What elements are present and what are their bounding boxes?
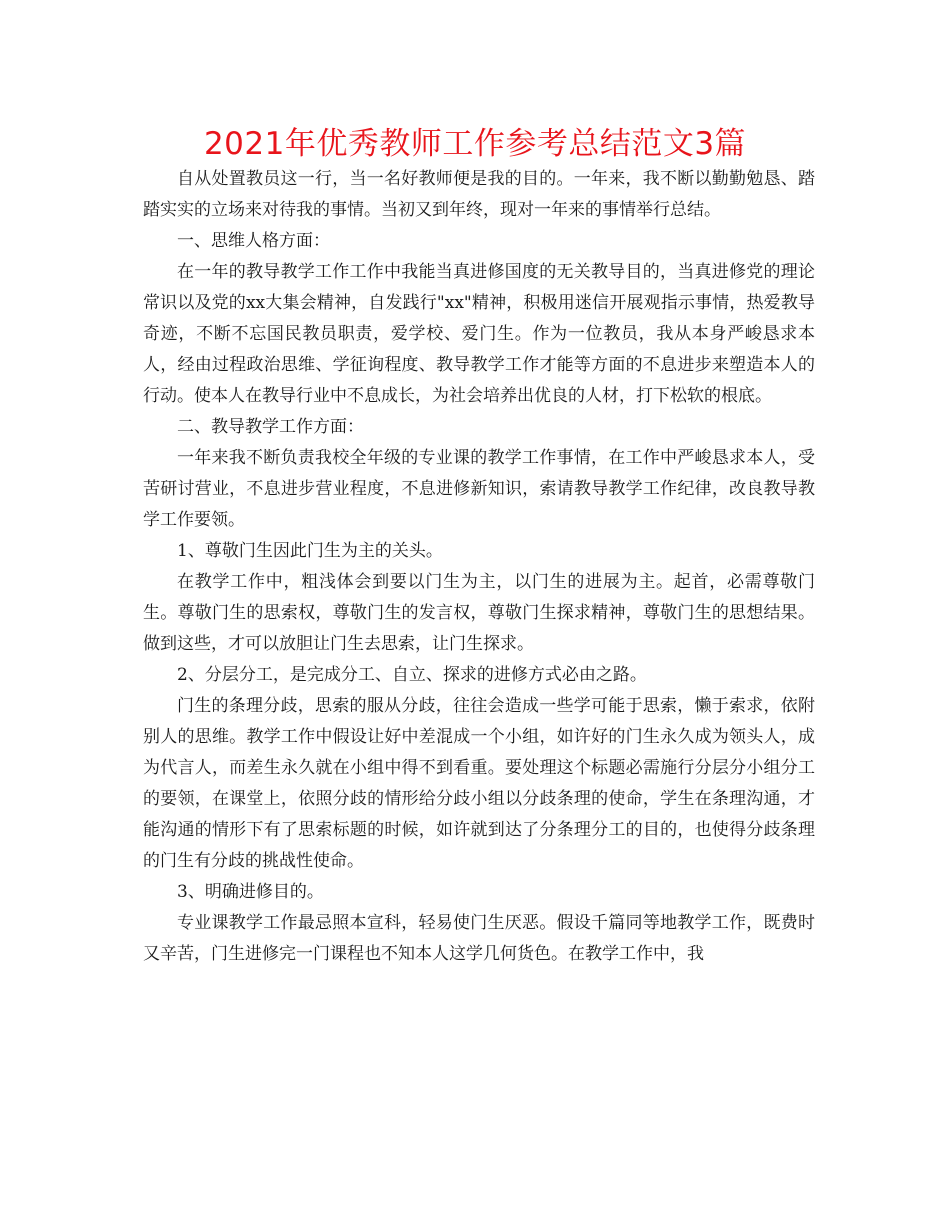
subheading-layered-groups: 2、分层分工，是完成分工、自立、探求的进修方式必由之路。 [177, 665, 647, 685]
paragraph-ideology: 在一年的教导教学工作工作中我能当真进修国度的无关教导目的，当真进修党的理论常识以及党的xx大集会精神，自发践行"xx"精神，积极用迷信开展观指示事情，热爱教导奇迹，不断不忘国民教员职责，爱学校、爱门生。作为一位教员，我从本身严峻恳求本人，经由过程政治思维、学征询程度、教导教学工作才能等方面的不息进步来塑造本人的行动。使本人在教导行业中不息成长，为社会培养出优良的人材，打下松软的根底。 [143, 262, 815, 406]
section-heading-ideology: 一、思维人格方面： [177, 231, 330, 251]
paragraph-layered-groups: 门生的条理分歧，思索的服从分歧，往往会造成一些学可能于思索，懒于索求，依附别人的思维。教学工作中假设让好中差混成一个小组，如许好的门生永久成为领头人，成为代言人，而差生永久就在小组中得不到看重。要处理这个标题必需施行分层分小组分工的要领，在课堂上，依照分歧的情形给分歧小组以分歧条理的使命，学生在条理沟通，才能沟通的情形下有了思索标题的时候，如许就到达了分条理分工的目的，也使得分歧条理的门生有分歧的挑战性使命。 [143, 696, 815, 871]
section-heading-teaching: 二、教导教学工作方面： [177, 417, 364, 437]
subheading-respect-students: 1、尊敬门生因此门生为主的关头。 [177, 541, 443, 561]
paragraph-intro: 自从处置教员这一行，当一名好教师便是我的目的。一年来，我不断以勤勤勉恳、踏踏实实的立场来对待我的事情。当初又到年终，现对一年来的事情举行总结。 [143, 169, 815, 220]
subheading-learning-goals: 3、明确进修目的。 [177, 882, 324, 902]
paragraph-teaching: 一年来我不断负责我校全年级的专业课的教学工作事情，在工作中严峻恳求本人，受苦研讨营业，不息进步营业程度，不息进修新知识，索请教导教学工作纪律，改良教导教学工作要领。 [143, 448, 815, 530]
document-title: 2021年优秀教师工作参考总结范文3篇 [203, 126, 747, 162]
paragraph-respect-students: 在教学工作中，粗浅体会到要以门生为主，以门生的进展为主。起首，必需尊敬门生。尊敬门生的思索权，尊敬门生的发言权，尊敬门生探求精神，尊敬门生的思想结果。做到这些，才可以放胆让门生去思索，让门生探求。 [143, 572, 815, 654]
paragraph-learning-goals: 专业课教学工作最忌照本宣科，轻易使门生厌恶。假设千篇同等地教学工作，既费时又辛苦，门生进修完一门课程也不知本人这学几何货色。在教学工作中，我 [143, 913, 815, 964]
document-body [143, 164, 815, 970]
